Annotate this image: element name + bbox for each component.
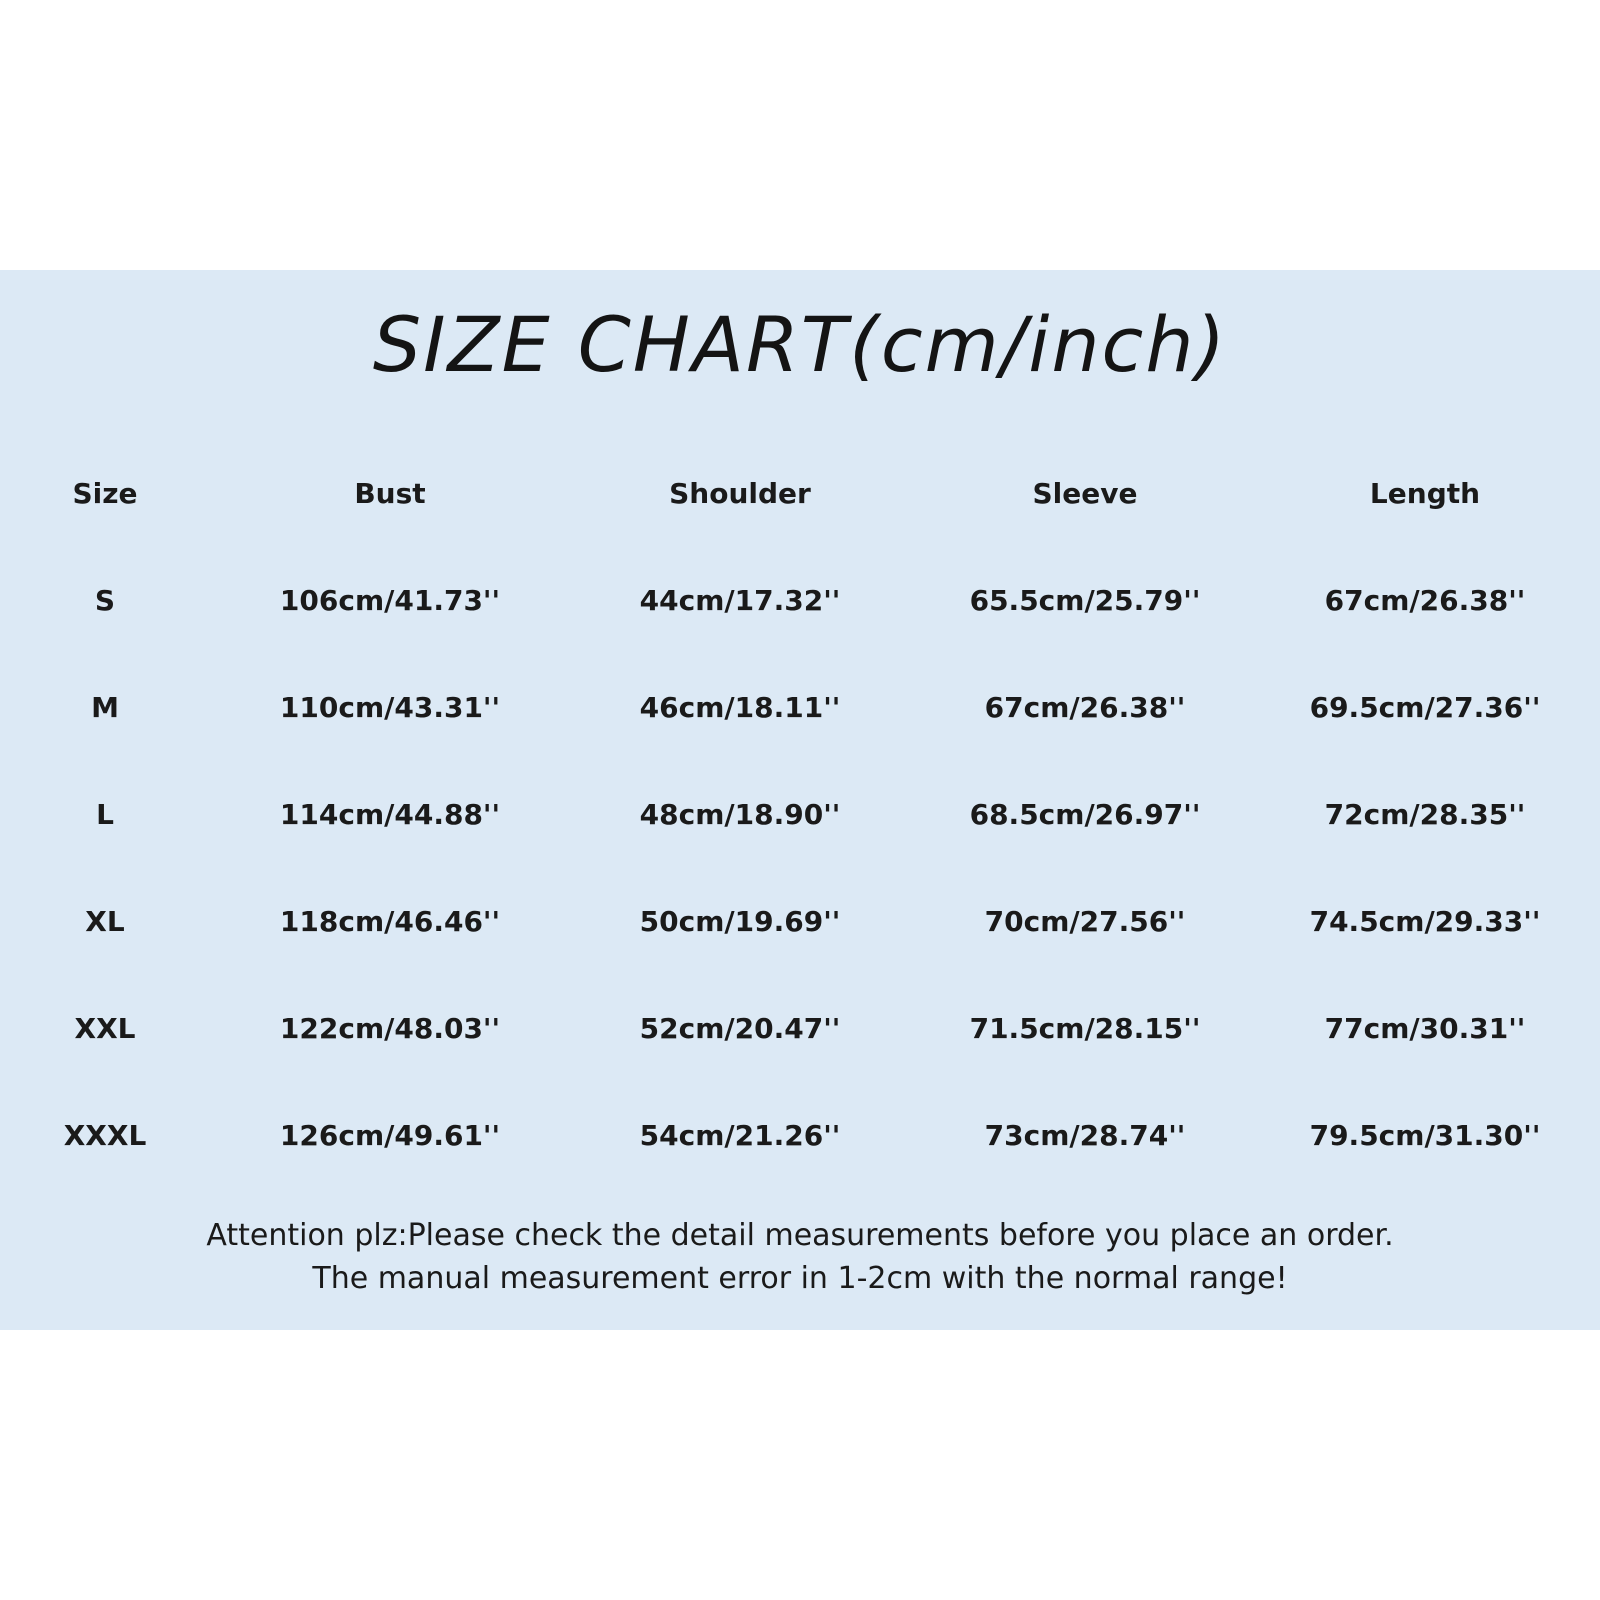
column-header-sleeve: Sleeve [1032,477,1138,510]
table-row [0,654,1600,761]
bust-cell: 110cm/43.31'' [279,691,501,724]
column-header-shoulder: Shoulder [669,477,811,510]
table-row [0,1082,1600,1189]
shoulder-cell: 44cm/17.32'' [639,584,841,617]
length-cell: 74.5cm/29.33'' [1309,905,1541,938]
bust-cell: 118cm/46.46'' [279,905,501,938]
bust-cell: 106cm/41.73'' [279,584,501,617]
length-cell: 67cm/26.38'' [1324,584,1526,617]
shoulder-cell: 52cm/20.47'' [639,1012,841,1045]
size-cell: XL [85,905,125,938]
size-cell: XXXL [63,1119,147,1152]
column-header-size: Size [72,477,138,510]
column-header-bust: Bust [354,477,426,510]
shoulder-cell: 46cm/18.11'' [639,691,841,724]
bust-cell: 126cm/49.61'' [279,1119,501,1152]
table-header-row [0,440,1600,547]
sleeve-cell: 67cm/26.38'' [984,691,1186,724]
page-title: SIZE CHART(cm/inch) [372,300,1228,389]
column-header-length: Length [1369,477,1481,510]
shoulder-cell: 48cm/18.90'' [639,798,841,831]
sleeve-cell: 73cm/28.74'' [984,1119,1186,1152]
length-cell: 79.5cm/31.30'' [1309,1119,1541,1152]
sleeve-cell: 71.5cm/28.15'' [969,1012,1201,1045]
shoulder-cell: 50cm/19.69'' [639,905,841,938]
size-table [0,440,1600,1189]
attention-note: Attention plz:Please check the detail measurements before you place an order. [206,1218,1394,1253]
size-cell: L [96,798,114,831]
bust-cell: 122cm/48.03'' [279,1012,501,1045]
measurement-error-note: The manual measurement error in 1-2cm with the normal range! [312,1261,1288,1296]
sleeve-cell: 70cm/27.56'' [984,905,1186,938]
table-row [0,547,1600,654]
sleeve-cell: 68.5cm/26.97'' [969,798,1201,831]
bust-cell: 114cm/44.88'' [279,798,501,831]
table-row [0,975,1600,1082]
length-cell: 72cm/28.35'' [1324,798,1526,831]
table-row [0,868,1600,975]
length-cell: 69.5cm/27.36'' [1309,691,1541,724]
sleeve-cell: 65.5cm/25.79'' [969,584,1201,617]
size-cell: XXL [74,1012,136,1045]
size-cell: M [91,691,119,724]
table-row [0,761,1600,868]
length-cell: 77cm/30.31'' [1324,1012,1526,1045]
size-cell: S [94,584,116,617]
shoulder-cell: 54cm/21.26'' [639,1119,841,1152]
